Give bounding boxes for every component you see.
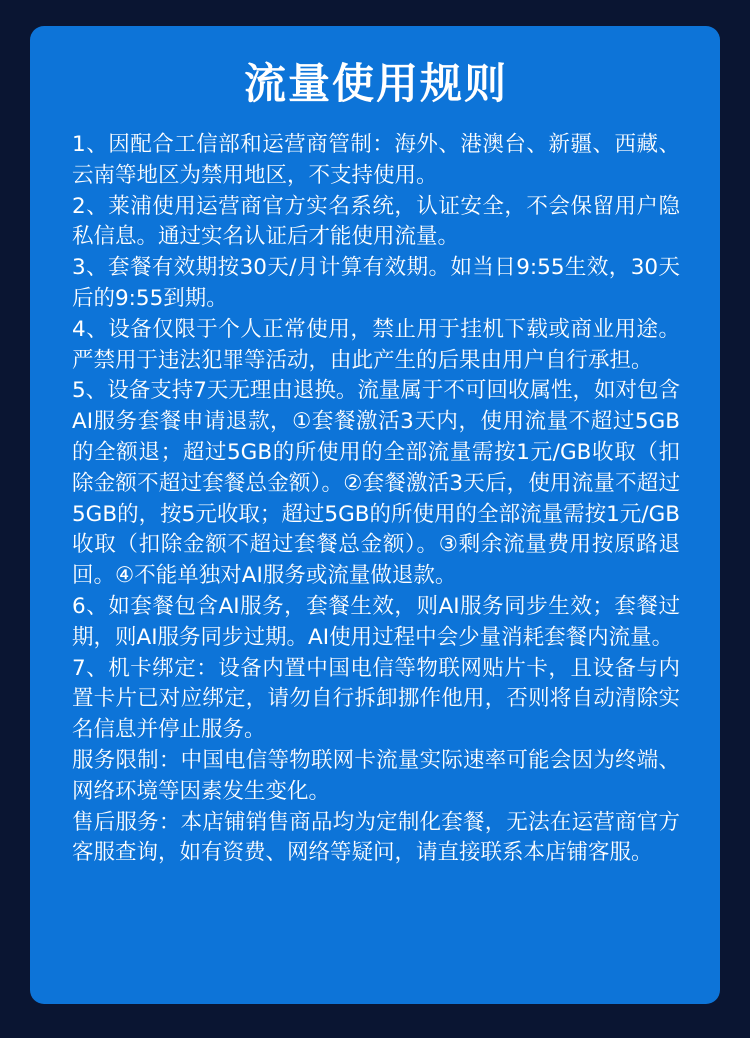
rule-item: 2、莱浦使用运营商官方实名系统，认证安全，不会保留用户隐私信息。通过实名认证后才能使用流量。	[72, 193, 680, 250]
rule-item: 1、因配合工信部和运营商管制：海外、港澳台、新疆、西藏、云南等地区为禁用地区，不支持使用。	[72, 132, 680, 188]
page-title: 流量使用规则	[243, 59, 508, 108]
rule-item: 4、设备仅限于个人正常使用，禁止用于挂机下载或商业用途。严禁用于违法犯罪等活动，由此产生的后果由用户自行承担。	[72, 316, 680, 373]
rule-item: 7、机卡绑定：设备内置中国电信等物联网贴片卡，且设备与内置卡片已对应绑定，请勿自行拆卸挪作他用，否则将自动清除实名信息并停止服务。	[72, 655, 680, 743]
rules-list	[72, 130, 680, 869]
rule-item: 6、如套餐包含AI服务，套餐生效，则AI服务同步生效；套餐过期，则AI服务同步过期。AI使用过程中会少量消耗套餐内流量。	[72, 593, 680, 650]
rule-item: 5、设备支持7天无理由退换。流量属于不可回收属性，如对包含AI服务套餐申请退款，①套餐激活3天内，使用流量不超过5GB的全额退；超过5GB的所使用的全部流量需按1元/GB收取（扣除金额不超过套餐总金额）。②套餐激活3天后，使用流量不超过5GB的，按5元收取；超过5GB的所使用的全部流量需按1元/GB收取（扣除金额不超过套餐总金额）。③剩余流量费用按原路退回。④不能单独对AI服务或流量做退款。	[72, 378, 680, 589]
service-limit-note: 服务限制：中国电信等物联网卡流量实际速率可能会因为终端、网络环境等因素发生变化。	[72, 747, 680, 804]
rule-item: 3、套餐有效期按30天/月计算有效期。如当日9:55生效，30天后的9:55到期。	[72, 255, 680, 311]
after-sales-note: 售后服务：本店铺销售商品均为定制化套餐，无法在运营商官方客服查询，如有资费、网络等疑问，请直接联系本店铺客服。	[72, 809, 680, 866]
rules-card	[30, 26, 720, 1004]
